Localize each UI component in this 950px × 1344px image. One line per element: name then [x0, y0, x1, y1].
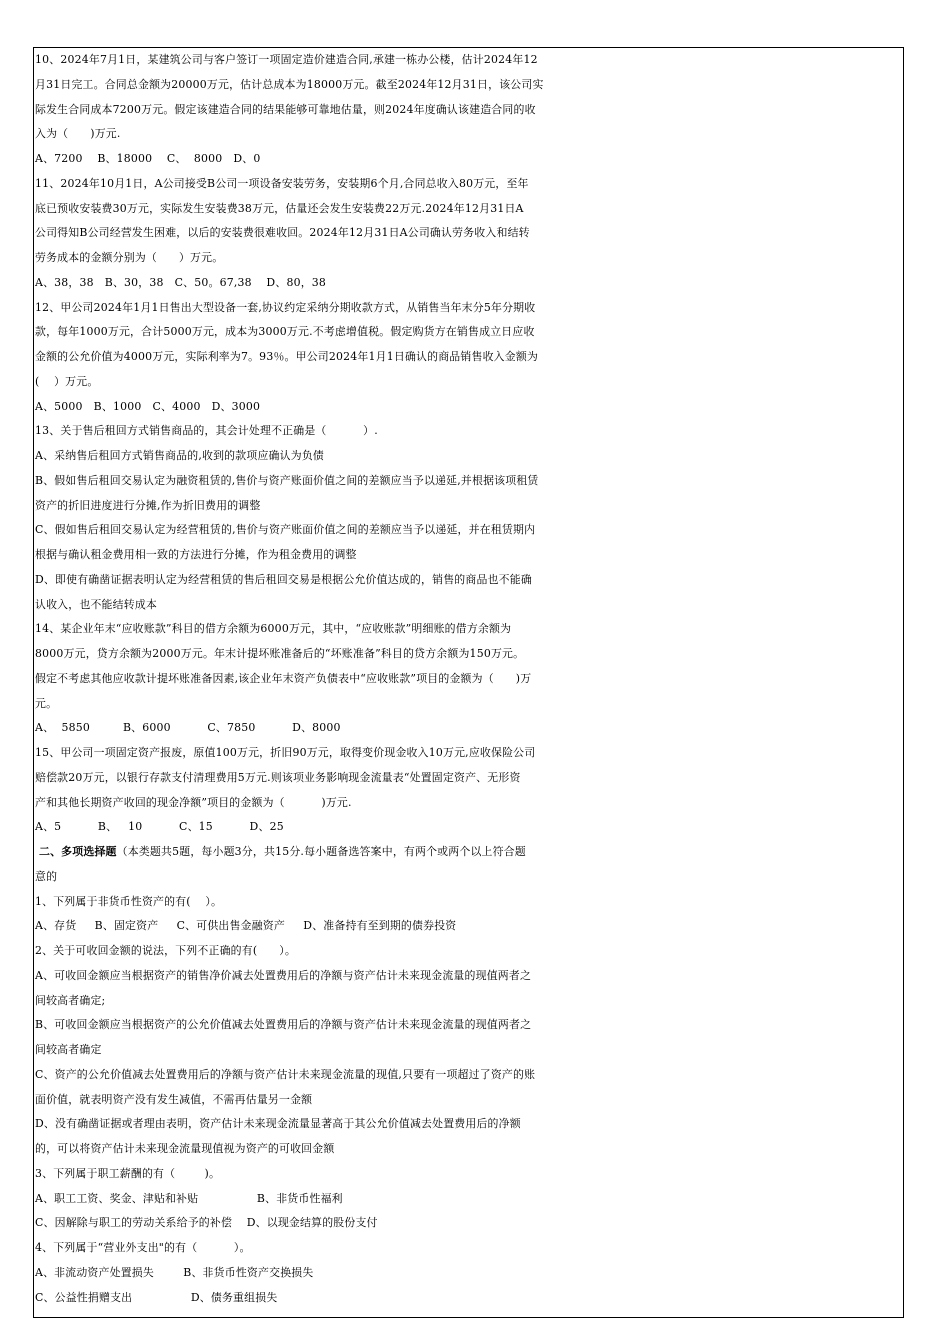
q11-line-4: 劳务成本的金额分别为（ ）万元。	[35, 251, 224, 264]
m4-options-ab: A、非流动资产处置损失 B、非货币性资产交换损失	[35, 1265, 314, 1279]
m4-question: 4、下列属于“营业外支出"的有（ ）。	[35, 1241, 251, 1254]
q13-option-c-2: 根据与确认租金费用相一致的方法进行分摊，作为租金费用的调整	[35, 548, 357, 561]
m2-option-d-1: D、没有确凿证据或者理由表明，资产估计未来现金流量显著高于其公允价值减去处置费用后的净额	[35, 1117, 521, 1131]
q11-line-1: 11、2024年10月1日，A公司接受B公司一项设备安装劳务，安装期6个月,合同总收入80万元，至年	[35, 176, 529, 190]
m4-options-cd: C、公益性捐赠支出 D、债务重组损失	[35, 1290, 278, 1304]
q14-line-4: 元。	[35, 696, 58, 710]
m3-options-ab: A、职工工资、奖金、津贴和补贴 B、非货币性福利	[35, 1191, 343, 1205]
m2-option-b-2: 间较高者确定	[35, 1043, 102, 1056]
q10-line-4: 入为（ )万元.	[35, 127, 121, 141]
q14-line-1: 14、某企业年末“应收账款”科目的借方余额为6000万元，其中，“应收账款”明细账的借方余额为	[35, 622, 512, 636]
q12-line-3: 金额的公允价值为4000万元，实际利率为7。93％。甲公司2024年1月1日确认的商品销售收入金额为	[35, 350, 539, 363]
m1-question: 1、下列属于非货币性资产的有( ）。	[35, 894, 223, 908]
m2-option-a-1: A、可收回金额应当根据资产的销售净价减去处置费用后的净额与资产估计未来现金流量的现值两者之	[35, 968, 532, 982]
q13-option-d-1: D、即使有确凿证据表明认定为经营租赁的售后租回交易是根据公允价值达成的，销售的商品也不能确	[35, 572, 532, 586]
m2-option-c-1: C、资产的公允价值减去处置费用后的净额与资产估计未来现金流量的现值,只要有一项超过了资产的账	[35, 1067, 536, 1081]
q12-options: A、5000 B、1000 C、4000 D、3000	[35, 399, 261, 413]
m2-option-a-2: 间较高者确定;	[35, 993, 106, 1007]
q15-line-3: 产和其他长期资产收回的现金净额”项目的金额为（ )万元.	[35, 795, 352, 809]
section-two-rule: （本类题共5题，每小题3分，共15分.每小题备选答案中，有两个或两个以上符合题	[116, 845, 526, 858]
q10-line-2: 月31日完工。合同总金额为20000万元，估计总成本为18000万元。截至2024年12月31日，该公司实	[35, 77, 544, 91]
q10-options: A、7200 B、18000 C、 8000 D、0	[35, 152, 261, 165]
q12-line-1: 12、甲公司2024年1月1日售出大型设备一套,协议约定采纳分期收款方式，从销售当年末分5年分期收	[35, 300, 536, 314]
q13-option-a: A、采纳售后租回方式销售商品的,收到的款项应确认为负债	[35, 449, 324, 462]
q15-options: A、5 B、 10 C、15 D、25	[35, 820, 284, 834]
q14-line-2: 8000万元，贷方余额为2000万元。年末计提坏账准备后的“坏账准备”科目的贷方余额为150万元。	[35, 647, 525, 660]
q15-line-1: 15、甲公司一项固定资产报废，原值100万元，折旧90万元，取得变价现金收入10万元,应收保险公司	[35, 746, 536, 759]
section-two-title: 二、多项选择题	[39, 845, 117, 858]
q11-line-3: 公司得知B公司经营发生困难，以后的安装费很难收回。2024年12月31日A公司确认劳务收入和结转	[35, 226, 530, 240]
q10-line-1: 10、2024年7月1日，某建筑公司与客户签订一项固定造价建造合同,承建一栋办公楼，估计2024年12	[35, 53, 538, 66]
document-body	[35, 48, 901, 1310]
section-two-rule-cont: 意的	[35, 869, 58, 883]
q14-line-3: 假定不考虑其他应收款计提坏账准备因素,该企业年末资产负债表中“应收账款”项目的金额为（ )万	[35, 671, 532, 685]
m2-question: 2、关于可收回金额的说法，下列不正确的有( ）。	[35, 944, 297, 957]
section-two-heading	[35, 840, 901, 865]
q13-option-b-1: B、假如售后租回交易认定为融资租赁的,售价与资产账面价值之间的差额应当予以递延,并根据该项租赁	[35, 473, 539, 487]
m2-option-d-2: 的，可以将资产估计未来现金流量现值视为资产的可收回金额	[35, 1142, 335, 1155]
q10-line-3: 际发生合同成本7200万元。假定该建造合同的结果能够可靠地估量，则2024年度确认该建造合同的收	[35, 102, 536, 116]
q13-option-c-1: C、假如售后租回交易认定为经营租赁的,售价与资产账面价值之间的差额应当予以递延，并在租赁期内	[35, 523, 536, 537]
q13-line-1: 13、关于售后租回方式销售商品的，其会计处理不正确是（ ）.	[35, 424, 378, 438]
m1-options: A、存货 B、固定资产 C、可供出售金融资产 D、准备持有至到期的债券投资	[35, 919, 457, 933]
q15-line-2: 赔偿款20万元，以银行存款支付清理费用5万元.则该项业务影响现金流量表“处置固定资产、无形资	[35, 770, 521, 784]
q12-line-2: 款，每年1000万元，合计5000万元，成本为3000万元.不考虑增值税。假定购货方在销售成立日应收	[35, 325, 535, 339]
q11-line-2: 底已预收安装费30万元，实际发生安装费38万元，估量还会发生安装费22万元.2024年12月31日A	[35, 201, 524, 215]
m3-question: 3、下列属于职工薪酬的有（ )。	[35, 1166, 221, 1180]
m2-option-c-2: 面价值，就表明资产没有发生减值，不需再估量另一金额	[35, 1092, 313, 1106]
q13-option-d-2: 认收入，也不能结转成本	[35, 597, 157, 611]
m2-option-b-1: B、可收回金额应当根据资产的公允价值减去处置费用后的净额与资产估计未来现金流量的现值两者之	[35, 1018, 532, 1032]
m3-options-cd: C、因解除与职工的劳动关系给予的补偿 D、以现金结算的股份支付	[35, 1216, 378, 1230]
q12-line-4: ( ）万元。	[35, 374, 99, 388]
q13-option-b-2: 资产的折旧进度进行分摊,作为折旧费用的调整	[35, 498, 261, 512]
q11-options: A、38，38 B、30，38 C、50。67,38 D、80，38	[35, 275, 327, 289]
q14-options: A、 5850 B、6000 C、7850 D、8000	[35, 721, 341, 735]
